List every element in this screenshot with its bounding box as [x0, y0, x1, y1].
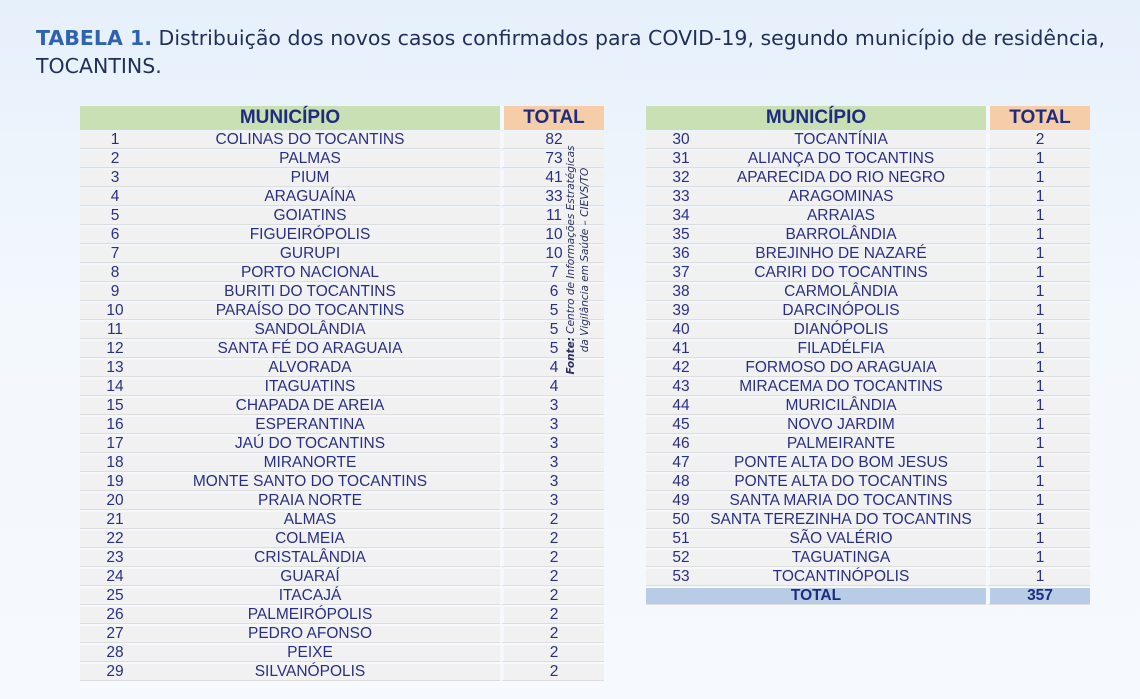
cases-table-left — [80, 104, 604, 683]
row-municipio — [150, 379, 500, 396]
municipio-name: MIRACEMA DO TOCANTINS — [739, 378, 943, 395]
row-total: 33 — [500, 189, 604, 206]
municipio-name: PORTO NACIONAL — [240, 264, 380, 281]
row-municipio — [716, 569, 986, 586]
row-total: 2 — [500, 588, 604, 605]
row-number: 6 — [80, 227, 150, 244]
row-total: 1 — [986, 379, 1090, 396]
row-number: 29 — [80, 664, 150, 681]
row-municipio — [150, 436, 500, 453]
row-number: 12 — [80, 341, 150, 358]
row-municipio — [150, 170, 500, 187]
municipio-name: ITACAJÁ — [278, 587, 342, 604]
row-number: 25 — [80, 588, 150, 605]
municipio-name: PARAÍSO DO TOCANTINS — [215, 302, 405, 319]
row-total: 1 — [986, 550, 1090, 567]
row-municipio — [716, 341, 986, 358]
municipio-name: FORMOSO DO ARAGUAIA — [745, 359, 937, 376]
header-municipio: MUNICÍPIO — [646, 106, 986, 130]
row-number: 24 — [80, 569, 150, 586]
row-municipio — [150, 569, 500, 586]
row-municipio — [150, 341, 500, 358]
municipio-name: PEIXE — [287, 644, 333, 661]
row-number: 51 — [646, 531, 716, 548]
total-row — [646, 588, 1090, 605]
row-total: 2 — [500, 512, 604, 529]
row-municipio — [150, 227, 500, 244]
row-total: 11 — [500, 208, 604, 225]
table-row — [646, 474, 1090, 491]
municipio-name: JAÚ DO TOCANTINS — [234, 435, 386, 452]
row-number: 2 — [80, 151, 150, 168]
table-row — [646, 132, 1090, 149]
row-total: 1 — [986, 474, 1090, 491]
table-row — [80, 436, 604, 453]
row-total: 5 — [500, 303, 604, 320]
row-total: 2 — [500, 645, 604, 662]
row-number: 50 — [646, 512, 716, 529]
table-row — [80, 265, 604, 282]
row-total: 1 — [986, 303, 1090, 320]
table-row — [80, 417, 604, 434]
municipio-name: MIRANORTE — [263, 454, 357, 471]
municipio-name: SANTA TEREZINHA DO TOCANTINS — [710, 511, 972, 528]
municipio-name: SÃO VALÉRIO — [789, 530, 893, 547]
row-municipio — [716, 170, 986, 187]
row-number: 43 — [646, 379, 716, 396]
row-municipio — [150, 512, 500, 529]
row-total: 1 — [986, 512, 1090, 529]
row-municipio — [150, 265, 500, 282]
row-number: 41 — [646, 341, 716, 358]
table-row — [80, 379, 604, 396]
header-municipio: MUNICÍPIO — [80, 106, 500, 130]
table-row — [646, 151, 1090, 168]
table-row — [80, 531, 604, 548]
row-municipio — [716, 227, 986, 244]
row-number: 8 — [80, 265, 150, 282]
table-row — [80, 474, 604, 491]
table-row — [80, 284, 604, 301]
municipio-name: GOIATINS — [273, 207, 347, 224]
table-row — [80, 303, 604, 320]
source-label: Fonte: — [565, 337, 577, 375]
row-municipio — [716, 474, 986, 491]
row-total: 1 — [986, 455, 1090, 472]
row-municipio — [150, 417, 500, 434]
table-row — [80, 550, 604, 567]
table-row — [80, 607, 604, 624]
row-number: 5 — [80, 208, 150, 225]
table-row — [80, 132, 604, 149]
row-number: 18 — [80, 455, 150, 472]
row-municipio — [150, 474, 500, 491]
row-total: 1 — [986, 170, 1090, 187]
municipio-name: ALVORADA — [268, 359, 352, 376]
row-number: 44 — [646, 398, 716, 415]
municipio-name: CRISTALÂNDIA — [254, 549, 366, 566]
row-number: 53 — [646, 569, 716, 586]
table-row — [646, 569, 1090, 586]
row-total: 1 — [986, 417, 1090, 434]
table-row — [80, 626, 604, 643]
table-row — [80, 493, 604, 510]
title-text: Distribuição dos novos casos confirmados para COVID-19, segundo município de residência, TOCANTINS. — [36, 26, 1106, 78]
row-total: 5 — [500, 322, 604, 339]
table-row — [646, 493, 1090, 510]
municipio-name: FILADÉLFIA — [797, 340, 885, 357]
row-total: 1 — [986, 284, 1090, 301]
row-municipio — [716, 265, 986, 282]
row-municipio — [716, 322, 986, 339]
table-row — [646, 170, 1090, 187]
row-total: 1 — [986, 436, 1090, 453]
table-row — [646, 360, 1090, 377]
municipio-name: SANDOLÂNDIA — [254, 321, 366, 338]
municipio-name: PIUM — [290, 169, 330, 186]
row-number: 31 — [646, 151, 716, 168]
row-total: 1 — [986, 341, 1090, 358]
row-municipio — [150, 455, 500, 472]
table-row — [646, 436, 1090, 453]
cases-table-right — [646, 104, 1090, 607]
row-number: 7 — [80, 246, 150, 263]
row-number: 38 — [646, 284, 716, 301]
row-total: 5 — [500, 341, 604, 358]
row-municipio — [716, 303, 986, 320]
municipio-name: COLMEIA — [275, 530, 345, 547]
row-municipio — [150, 322, 500, 339]
row-municipio — [150, 303, 500, 320]
row-number: 37 — [646, 265, 716, 282]
row-total: 1 — [986, 227, 1090, 244]
row-total: 2 — [986, 132, 1090, 149]
municipio-name: COLINAS DO TOCANTINS — [215, 131, 405, 148]
row-municipio — [150, 626, 500, 643]
row-total: 1 — [986, 360, 1090, 377]
row-municipio — [150, 607, 500, 624]
row-municipio — [150, 246, 500, 263]
row-number: 52 — [646, 550, 716, 567]
table-row — [646, 322, 1090, 339]
row-municipio — [716, 531, 986, 548]
table-row — [646, 455, 1090, 472]
municipio-name: CHAPADA DE AREIA — [235, 397, 385, 414]
municipio-name: TAGUATINGA — [791, 549, 891, 566]
municipio-name: ARAGOMINAS — [788, 188, 894, 205]
municipio-name: BREJINHO DE NAZARÉ — [755, 245, 927, 262]
table-row — [646, 341, 1090, 358]
table-row — [646, 303, 1090, 320]
total-label: TOTAL — [646, 588, 986, 605]
row-number: 36 — [646, 246, 716, 263]
row-number: 35 — [646, 227, 716, 244]
row-total: 41 — [500, 170, 604, 187]
municipio-name: TOCANTINÓPOLIS — [772, 568, 910, 585]
row-number: 46 — [646, 436, 716, 453]
row-municipio — [150, 360, 500, 377]
municipio-name: BURITI DO TOCANTINS — [224, 283, 396, 300]
row-number: 48 — [646, 474, 716, 491]
row-number: 42 — [646, 360, 716, 377]
row-total: 2 — [500, 531, 604, 548]
table-row — [646, 417, 1090, 434]
row-number: 22 — [80, 531, 150, 548]
municipio-name: CARMOLÂNDIA — [784, 283, 898, 300]
table-body-right — [646, 132, 1090, 586]
municipio-name: TOCANTÍNIA — [794, 131, 888, 148]
row-total: 3 — [500, 455, 604, 472]
municipio-name: PALMEIRANTE — [786, 435, 896, 452]
table-row — [80, 360, 604, 377]
row-municipio — [150, 189, 500, 206]
row-number: 45 — [646, 417, 716, 434]
row-number: 21 — [80, 512, 150, 529]
municipio-name: GURUPI — [279, 245, 341, 262]
row-number: 11 — [80, 322, 150, 339]
table-row — [646, 265, 1090, 282]
row-municipio — [150, 645, 500, 662]
table-row — [646, 284, 1090, 301]
row-total: 1 — [986, 208, 1090, 225]
row-municipio — [716, 360, 986, 377]
row-total: 3 — [500, 417, 604, 434]
municipio-name: PALMEIRÓPOLIS — [247, 606, 373, 623]
row-total: 1 — [986, 531, 1090, 548]
row-number: 33 — [646, 189, 716, 206]
municipio-name: ALIANÇA DO TOCANTINS — [747, 150, 935, 167]
table-row — [646, 189, 1090, 206]
row-municipio — [716, 493, 986, 510]
row-total: 1 — [986, 265, 1090, 282]
row-total: 2 — [500, 550, 604, 567]
row-number: 4 — [80, 189, 150, 206]
table-row — [646, 512, 1090, 529]
row-number: 13 — [80, 360, 150, 377]
table-row — [80, 645, 604, 662]
municipio-name: SANTA FÉ DO ARAGUAIA — [217, 340, 403, 357]
row-total: 4 — [500, 360, 604, 377]
municipio-name: SILVANÓPOLIS — [254, 663, 366, 680]
row-municipio — [150, 398, 500, 415]
table-row — [80, 151, 604, 168]
row-municipio — [150, 550, 500, 567]
table-row — [80, 246, 604, 263]
municipio-name: PRAIA NORTE — [258, 492, 362, 509]
row-municipio — [716, 398, 986, 415]
row-municipio — [716, 151, 986, 168]
row-number: 34 — [646, 208, 716, 225]
table-header-row — [80, 106, 604, 130]
municipio-name: BARROLÂNDIA — [785, 226, 897, 243]
row-municipio — [716, 550, 986, 567]
page-title — [36, 24, 1116, 80]
row-number: 19 — [80, 474, 150, 491]
row-total: 2 — [500, 569, 604, 586]
row-number: 10 — [80, 303, 150, 320]
table-row — [80, 588, 604, 605]
row-total: 10 — [500, 246, 604, 263]
municipio-name: SANTA MARIA DO TOCANTINS — [729, 492, 953, 509]
row-municipio — [710, 511, 986, 529]
row-number: 40 — [646, 322, 716, 339]
row-municipio — [150, 493, 500, 510]
row-municipio — [716, 132, 986, 149]
table-row — [80, 341, 604, 358]
row-number: 16 — [80, 417, 150, 434]
row-total: 10 — [500, 227, 604, 244]
table-row — [80, 208, 604, 225]
table-row — [646, 246, 1090, 263]
municipio-name: MURICILÂNDIA — [785, 397, 897, 414]
row-municipio — [716, 379, 986, 396]
row-number: 17 — [80, 436, 150, 453]
source-line-1: Centro de Informações Estratégicas — [565, 145, 577, 334]
table-row — [646, 227, 1090, 244]
row-municipio — [716, 189, 986, 206]
row-number: 32 — [646, 170, 716, 187]
row-number: 9 — [80, 284, 150, 301]
row-number: 28 — [80, 645, 150, 662]
row-number: 3 — [80, 170, 150, 187]
row-municipio — [716, 417, 986, 434]
row-total: 1 — [986, 322, 1090, 339]
table-row — [80, 398, 604, 415]
municipio-name: APARECIDA DO RIO NEGRO — [736, 169, 946, 186]
row-total: 3 — [500, 398, 604, 415]
row-total: 3 — [500, 436, 604, 453]
row-municipio — [716, 436, 986, 453]
row-total: 1 — [986, 246, 1090, 263]
row-total: 73 — [500, 151, 604, 168]
row-total: 1 — [986, 151, 1090, 168]
row-total: 1 — [986, 189, 1090, 206]
municipio-name: ESPERANTINA — [255, 416, 365, 433]
row-number: 47 — [646, 455, 716, 472]
row-municipio — [150, 588, 500, 605]
row-number: 30 — [646, 132, 716, 149]
table-row — [80, 322, 604, 339]
row-total: 2 — [500, 626, 604, 643]
municipio-name: PONTE ALTA DO BOM JESUS — [734, 454, 948, 471]
row-municipio — [150, 531, 500, 548]
row-number: 14 — [80, 379, 150, 396]
municipio-name: CARIRI DO TOCANTINS — [754, 264, 928, 281]
row-total: 1 — [986, 398, 1090, 415]
header-total: TOTAL — [500, 106, 604, 130]
table-row — [80, 189, 604, 206]
row-total: 4 — [500, 379, 604, 396]
table-body-left — [80, 132, 604, 681]
municipio-name: DARCINÓPOLIS — [782, 302, 900, 319]
table-row — [646, 398, 1090, 415]
title-label: TABELA 1. — [36, 26, 153, 50]
municipio-name: GUARAÍ — [280, 568, 340, 585]
table-row — [80, 664, 604, 681]
municipio-name: MONTE SANTO DO TOCANTINS — [192, 473, 428, 490]
row-total: 82 — [500, 132, 604, 149]
row-number: 49 — [646, 493, 716, 510]
row-municipio — [150, 664, 500, 681]
row-number: 1 — [80, 132, 150, 149]
row-number: 20 — [80, 493, 150, 510]
header-total: TOTAL — [986, 106, 1090, 130]
row-number: 39 — [646, 303, 716, 320]
source-line-2: da Vigilância em Saúde – CIEVS/TO — [579, 167, 591, 353]
table-row — [646, 208, 1090, 225]
row-total: 3 — [500, 474, 604, 491]
municipio-name: PONTE ALTA DO TOCANTINS — [734, 473, 948, 490]
table-row — [646, 379, 1090, 396]
municipio-name: FIGUEIRÓPOLIS — [249, 226, 371, 243]
table-row — [80, 569, 604, 586]
total-value: 357 — [986, 588, 1090, 605]
row-total: 2 — [500, 664, 604, 681]
row-number: 27 — [80, 626, 150, 643]
row-municipio — [150, 132, 500, 149]
municipio-name: ALMAS — [283, 511, 337, 528]
row-municipio — [150, 208, 500, 225]
municipio-name: ITAGUATINS — [264, 378, 356, 395]
row-total: 3 — [500, 493, 604, 510]
row-municipio — [716, 284, 986, 301]
municipio-name: ARAGUAÍNA — [264, 188, 356, 205]
table-row — [646, 550, 1090, 567]
table-row — [80, 170, 604, 187]
municipio-name: NOVO JARDIM — [787, 416, 895, 433]
municipio-name: PEDRO AFONSO — [247, 625, 373, 642]
row-number: 23 — [80, 550, 150, 567]
table-row — [80, 455, 604, 472]
row-total: 2 — [500, 607, 604, 624]
table-header-row — [646, 106, 1090, 130]
municipio-name: DIANÓPOLIS — [793, 321, 889, 338]
table-row — [80, 227, 604, 244]
row-municipio — [716, 246, 986, 263]
row-municipio — [716, 208, 986, 225]
row-number: 15 — [80, 398, 150, 415]
row-municipio — [150, 151, 500, 168]
row-municipio — [150, 284, 500, 301]
table-row — [646, 531, 1090, 548]
row-number: 26 — [80, 607, 150, 624]
table-row — [80, 512, 604, 529]
row-total: 6 — [500, 284, 604, 301]
municipio-name: ARRAIAS — [806, 207, 876, 224]
row-total: 1 — [986, 569, 1090, 586]
row-municipio — [716, 455, 986, 472]
municipio-name: PALMAS — [279, 150, 341, 167]
row-total: 1 — [986, 493, 1090, 510]
row-total: 7 — [500, 265, 604, 282]
